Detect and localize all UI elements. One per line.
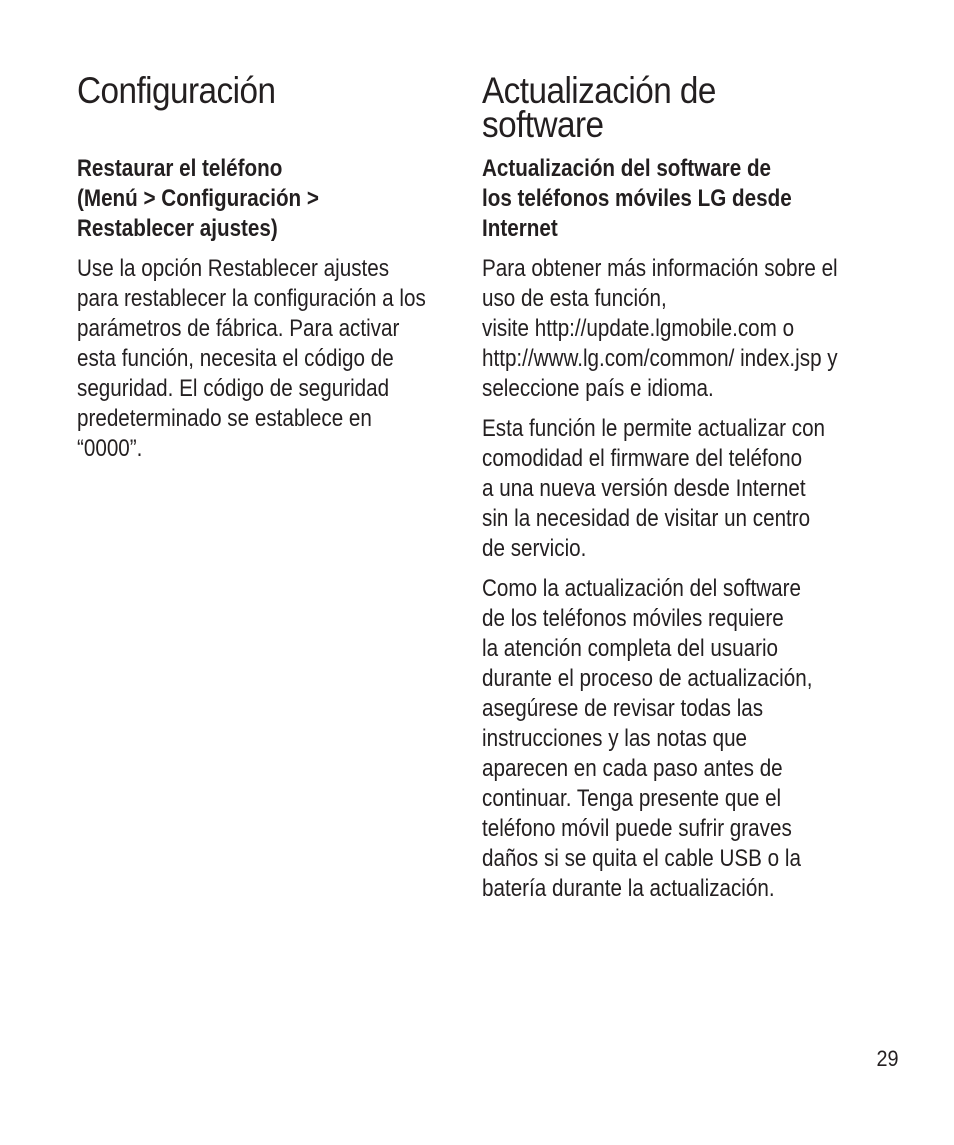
body-line: durante el proceso de actualización, <box>482 665 813 692</box>
right-column <box>482 70 882 914</box>
body-line: daños si se quita el cable USB o la <box>482 845 801 872</box>
subheading-line: Actualización del software de <box>482 155 772 182</box>
body-paragraph-advertencia <box>482 574 881 904</box>
body-line: sin la necesidad de visitar un centro <box>482 505 811 532</box>
subheading-line: los teléfonos móviles LG desde <box>482 185 792 212</box>
section-title-configuracion: Configuración <box>77 70 276 111</box>
body-line: a una nueva versión desde Internet <box>482 475 806 502</box>
body-line: la atención completa del usuario <box>482 635 779 662</box>
body-line: asegúrese de revisar todas las <box>482 695 764 722</box>
title-line: Actualización de <box>482 70 716 111</box>
body-line: de servicio. <box>482 535 587 562</box>
body-line: visite http://update.lgmobile.com o <box>482 315 795 342</box>
body-line: Como la actualización del software <box>482 575 801 602</box>
subheading-actualizacion-internet <box>482 154 881 244</box>
page-number: 29 <box>875 1046 898 1071</box>
body-line: seleccione país e idioma. <box>482 375 714 402</box>
body-line: aparecen en cada paso antes de <box>482 755 783 782</box>
body-line: continuar. Tenga presente que el <box>482 785 782 812</box>
left-column <box>77 70 447 474</box>
body-paragraph-restablecer <box>77 254 446 464</box>
body-line: seguridad. El código de seguridad <box>77 375 390 402</box>
section-title-actualizacion <box>482 70 842 145</box>
subheading-line: (Menú > Configuración > <box>77 185 319 212</box>
body-line: uso de esta función, <box>482 285 667 312</box>
body-paragraph-info <box>482 254 881 404</box>
body-line: teléfono móvil puede sufrir graves <box>482 815 792 842</box>
body-line: batería durante la actualización. <box>482 875 775 902</box>
body-line: esta función, necesita el código de <box>77 345 394 372</box>
body-line: “0000”. <box>77 435 143 462</box>
body-line: instrucciones y las notas que <box>482 725 748 752</box>
title-line: software <box>482 104 604 145</box>
body-line: parámetros de fábrica. Para activar <box>77 315 400 342</box>
body-line: para restablecer la configuración a los <box>77 285 426 312</box>
body-line: http://www.lg.com/common/ index.jsp y <box>482 345 838 372</box>
subheading-line: Restablecer ajustes) <box>77 215 278 242</box>
subheading-line: Internet <box>482 215 558 242</box>
body-line: comodidad el firmware del teléfono <box>482 445 803 472</box>
body-line: de los teléfonos móviles requiere <box>482 605 784 632</box>
body-line: Use la opción Restablecer ajustes <box>77 255 390 282</box>
body-line: Esta función le permite actualizar con <box>482 415 826 442</box>
subheading-line: Restaurar el teléfono <box>77 155 283 182</box>
body-line: predeterminado se establece en <box>77 405 372 432</box>
subheading-restaurar-telefono <box>77 154 446 244</box>
body-paragraph-funcion <box>482 414 881 564</box>
body-line: Para obtener más información sobre el <box>482 255 838 282</box>
